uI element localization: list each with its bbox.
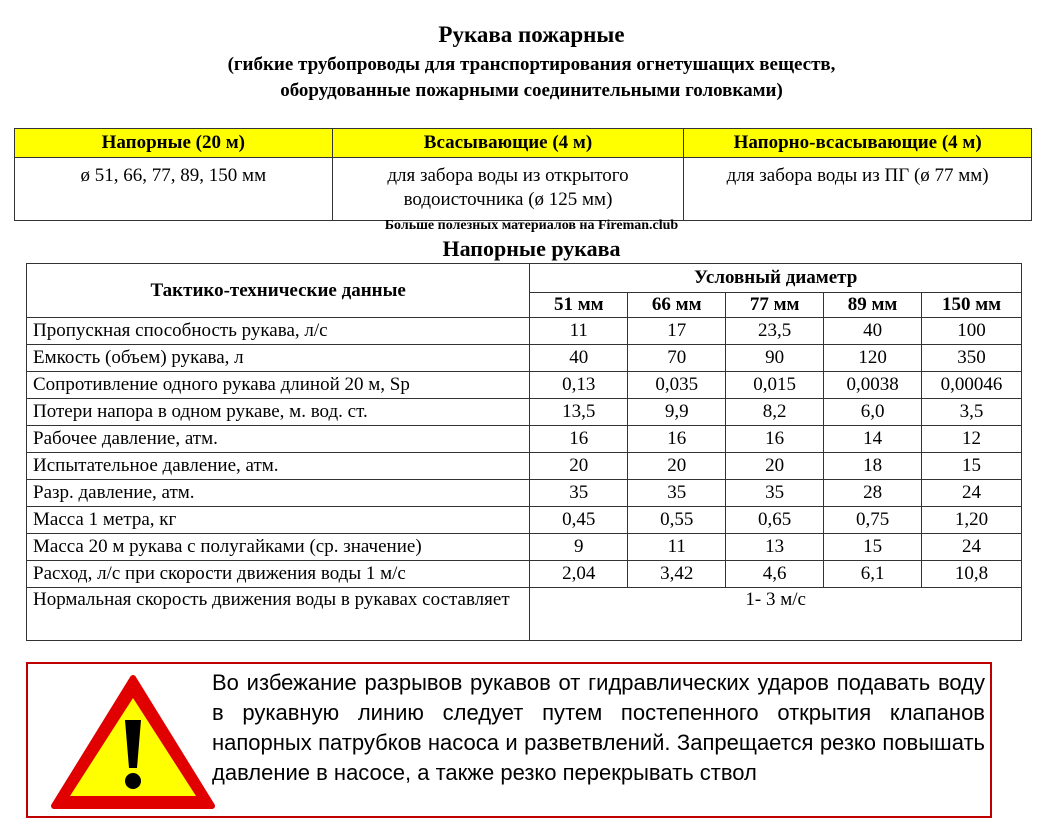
hose-types-body-row: [15, 158, 1032, 221]
specs-header-row-1: [27, 264, 1022, 293]
spec-row-value: 35: [530, 480, 628, 507]
spec-row-value: 0,75: [824, 507, 922, 534]
spec-row-value: 20: [726, 453, 824, 480]
spec-row-label: Испытательное давление, атм.: [27, 453, 530, 480]
warning-triangle-icon: [48, 672, 218, 812]
spec-row-value: 11: [628, 534, 726, 561]
diameter-89: 89 мм: [824, 293, 922, 318]
spec-row-value: 20: [628, 453, 726, 480]
type-header-pressure-suction: Напорно-всасывающие (4 м): [684, 129, 1032, 158]
diameter-51: 51 мм: [530, 293, 628, 318]
velocity-label: Нормальная скорость движения воды в рукавах составляет: [27, 588, 530, 641]
page-subtitle: [0, 52, 1063, 104]
page-title: Рукава пожарные: [438, 22, 625, 47]
hose-types-table: [14, 128, 1032, 221]
spec-row-value: 24: [922, 534, 1022, 561]
spec-row-value: 8,2: [726, 399, 824, 426]
spec-row-label: Пропускная способность рукава, л/с: [27, 318, 530, 345]
warning-text: Во избежание разрывов рукавов от гидравлических ударов подавать воду в рукавную линию следует путем постепенного открытия клапанов напорных патрубков насоса и разветвлений. Запрещается резко повышать давление в насосе, а также резко перекрывать ствол: [212, 670, 985, 785]
type-text-suction: для забора воды из открытого водоисточника (ø 125 мм): [332, 158, 684, 221]
spec-row-value: 12: [922, 426, 1022, 453]
spec-row-label: Емкость (объем) рукава, л: [27, 345, 530, 372]
spec-row-label: Разр. давление, атм.: [27, 480, 530, 507]
spec-row-label: Рабочее давление, атм.: [27, 426, 530, 453]
spec-row-value: 16: [530, 426, 628, 453]
spec-row-label: Масса 1 метра, кг: [27, 507, 530, 534]
spec-row-label: Потери напора в одном рукаве, м. вод. ст.: [27, 399, 530, 426]
spec-row: [27, 534, 1022, 561]
spec-row: [27, 507, 1022, 534]
spec-row-value: 28: [824, 480, 922, 507]
spec-row-value: 0,015: [726, 372, 824, 399]
spec-row: [27, 372, 1022, 399]
spec-row-value: 35: [628, 480, 726, 507]
spec-row-value: 0,65: [726, 507, 824, 534]
spec-row-label: Расход, л/с при скорости движения воды 1 м/с: [27, 561, 530, 588]
spec-row: [27, 561, 1022, 588]
type-text-pressure: ø 51, 66, 77, 89, 150 мм: [15, 158, 333, 221]
spec-row-value: 23,5: [726, 318, 824, 345]
type-header-suction: Всасывающие (4 м): [332, 129, 684, 158]
spec-row: [27, 399, 1022, 426]
spec-row-value: 15: [922, 453, 1022, 480]
spec-row-value: 0,00046: [922, 372, 1022, 399]
diameter-header: Условный диаметр: [530, 264, 1022, 293]
spec-row-value: 13,5: [530, 399, 628, 426]
spec-row-value: 14: [824, 426, 922, 453]
subtitle-line-2: оборудованные пожарными соединительными головками): [280, 80, 783, 101]
spec-row: [27, 453, 1022, 480]
spec-row-value: 24: [922, 480, 1022, 507]
spec-row-value: 40: [530, 345, 628, 372]
subtitle-line-1: (гибкие трубопроводы для транспортирования огнетушащих веществ,: [227, 54, 836, 75]
spec-row-value: 0,13: [530, 372, 628, 399]
spec-row-value: 70: [628, 345, 726, 372]
spec-row-value: 15: [824, 534, 922, 561]
spec-row-value: 0,0038: [824, 372, 922, 399]
spec-row-value: 90: [726, 345, 824, 372]
spec-row-value: 35: [726, 480, 824, 507]
spec-row-label: Сопротивление одного рукава длиной 20 м, Sp: [27, 372, 530, 399]
spec-row-value: 9: [530, 534, 628, 561]
spec-row-value: 120: [824, 345, 922, 372]
type-text-pressure-suction: для забора воды из ПГ (ø 77 мм): [684, 158, 1032, 221]
spec-row-value: 2,04: [530, 561, 628, 588]
spec-row-value: 0,45: [530, 507, 628, 534]
spec-row-value: 11: [530, 318, 628, 345]
spec-row-value: 100: [922, 318, 1022, 345]
param-header: Тактико-технические данные: [27, 264, 530, 318]
hose-types-header-row: [15, 129, 1032, 158]
spec-row: [27, 426, 1022, 453]
spec-row-label: Масса 20 м рукава с полугайками (ср. значение): [27, 534, 530, 561]
spec-row-value: 6,1: [824, 561, 922, 588]
diameter-77: 77 мм: [726, 293, 824, 318]
spec-row-value: 3,5: [922, 399, 1022, 426]
spec-row-value: 10,8: [922, 561, 1022, 588]
spec-row-value: 0,035: [628, 372, 726, 399]
type-header-pressure: Напорные (20 м): [15, 129, 333, 158]
warning-box: [26, 662, 992, 818]
promo-text: Больше полезных материалов на Fireman.club: [384, 218, 679, 233]
section-title: Напорные рукава: [442, 236, 621, 261]
specs-table: [26, 263, 1022, 641]
spec-row-value: 17: [628, 318, 726, 345]
spec-row-value: 9,9: [628, 399, 726, 426]
spec-row-value: 18: [824, 453, 922, 480]
spec-row-value: 4,6: [726, 561, 824, 588]
spec-row-value: 16: [726, 426, 824, 453]
spec-row-value: 20: [530, 453, 628, 480]
velocity-row: [27, 588, 1022, 641]
spec-row-value: 3,42: [628, 561, 726, 588]
diameter-66: 66 мм: [628, 293, 726, 318]
spec-row-value: 40: [824, 318, 922, 345]
spec-row-value: 6,0: [824, 399, 922, 426]
spec-row-value: 350: [922, 345, 1022, 372]
spec-row: [27, 480, 1022, 507]
spec-row: [27, 318, 1022, 345]
diameter-150: 150 мм: [922, 293, 1022, 318]
spec-row-value: 1,20: [922, 507, 1022, 534]
spec-row-value: 13: [726, 534, 824, 561]
spec-row-value: 0,55: [628, 507, 726, 534]
spec-row: [27, 345, 1022, 372]
spec-row-value: 16: [628, 426, 726, 453]
velocity-value: 1- 3 м/с: [530, 588, 1022, 641]
